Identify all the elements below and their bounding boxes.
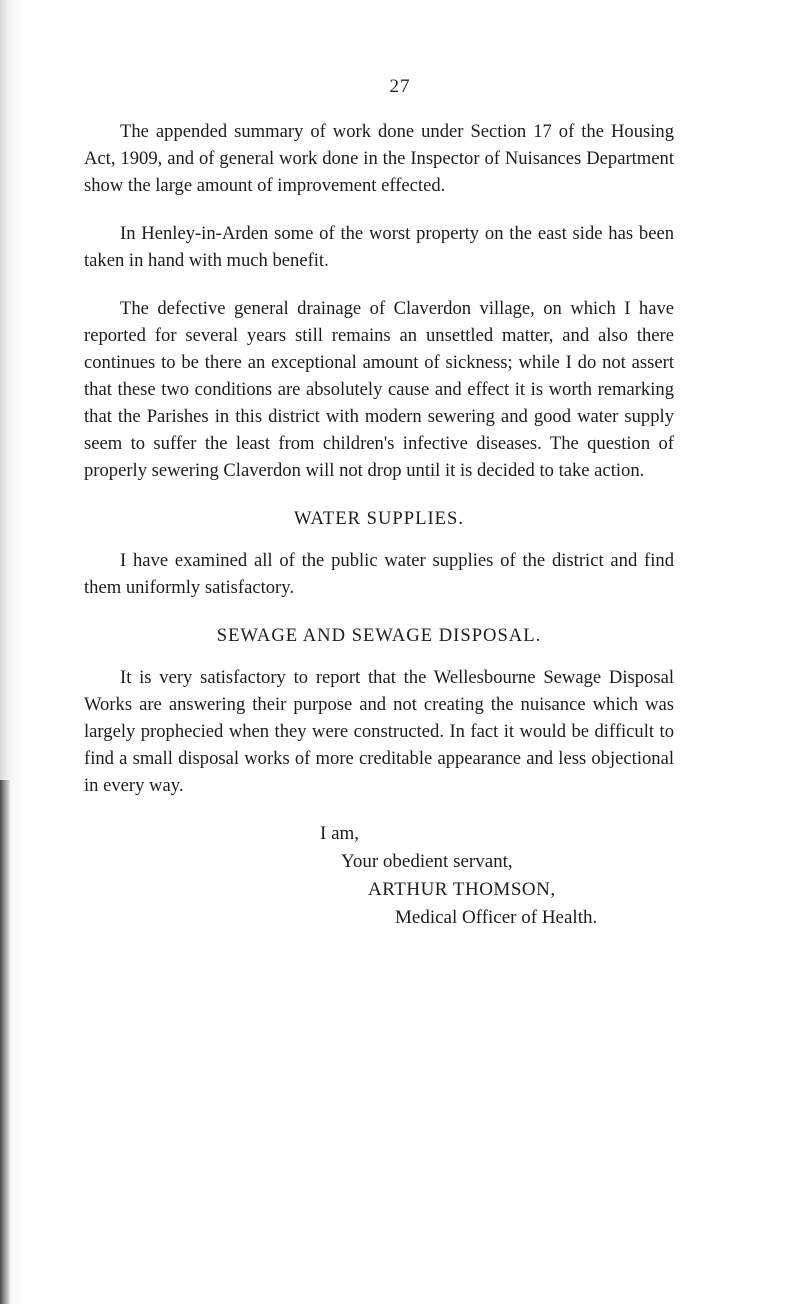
signatory-name: ARTHUR THOMSON, [368, 879, 556, 900]
heading-water-supplies: WATER SUPPLIES. [294, 508, 464, 529]
closing-i-am: I am, [320, 823, 360, 844]
paragraph-housing-act: The appended summary of work done under Section 17 of the Housing Act, 1909, and of general work done in the Inspector of Nuisances Department show the large amount of improvement effected. [84, 121, 674, 196]
paragraph-claverdon-drainage: The defective general drainage of Claverdon village, on which I have reported for several years still remains an unsettled matter, and also there continues to be there an exceptional amount of sickness; while I do not assert that these two conditions are absolutely cause and effect it is worth remarking that the Parishes in this district with modern sewering and good water supply seem to suffer the least from children's infective diseases. The question of properly sewering Claverdon will not drop until it is decided to take action. [84, 298, 674, 481]
paragraph-sewage-disposal: It is very satisfactory to report that the Wellesbourne Sewage Disposal Works are answering their purpose and not creating the nuisance which was largely prophecied when they were constructed. In fact it would be difficult to find a small disposal works of more creditable appearance and less objectional in every way. [84, 667, 674, 796]
closing-obedient-servant: Your obedient servant, [341, 851, 513, 872]
heading-sewage-disposal: SEWAGE AND SEWAGE DISPOSAL. [216, 625, 542, 646]
signatory-title: Medical Officer of Health. [395, 907, 598, 928]
closing-signature-block [84, 820, 674, 932]
report-body [84, 118, 674, 932]
paragraph-henley-in-arden: In Henley-in-Arden some of the worst property on the east side has been taken in hand with much benefit. [84, 223, 674, 271]
page-number: 27 [389, 76, 411, 97]
paragraph-water-supplies: I have examined all of the public water supplies of the district and find them uniformly satisfactory. [84, 550, 674, 598]
page-spine-shadow [0, 780, 10, 1304]
